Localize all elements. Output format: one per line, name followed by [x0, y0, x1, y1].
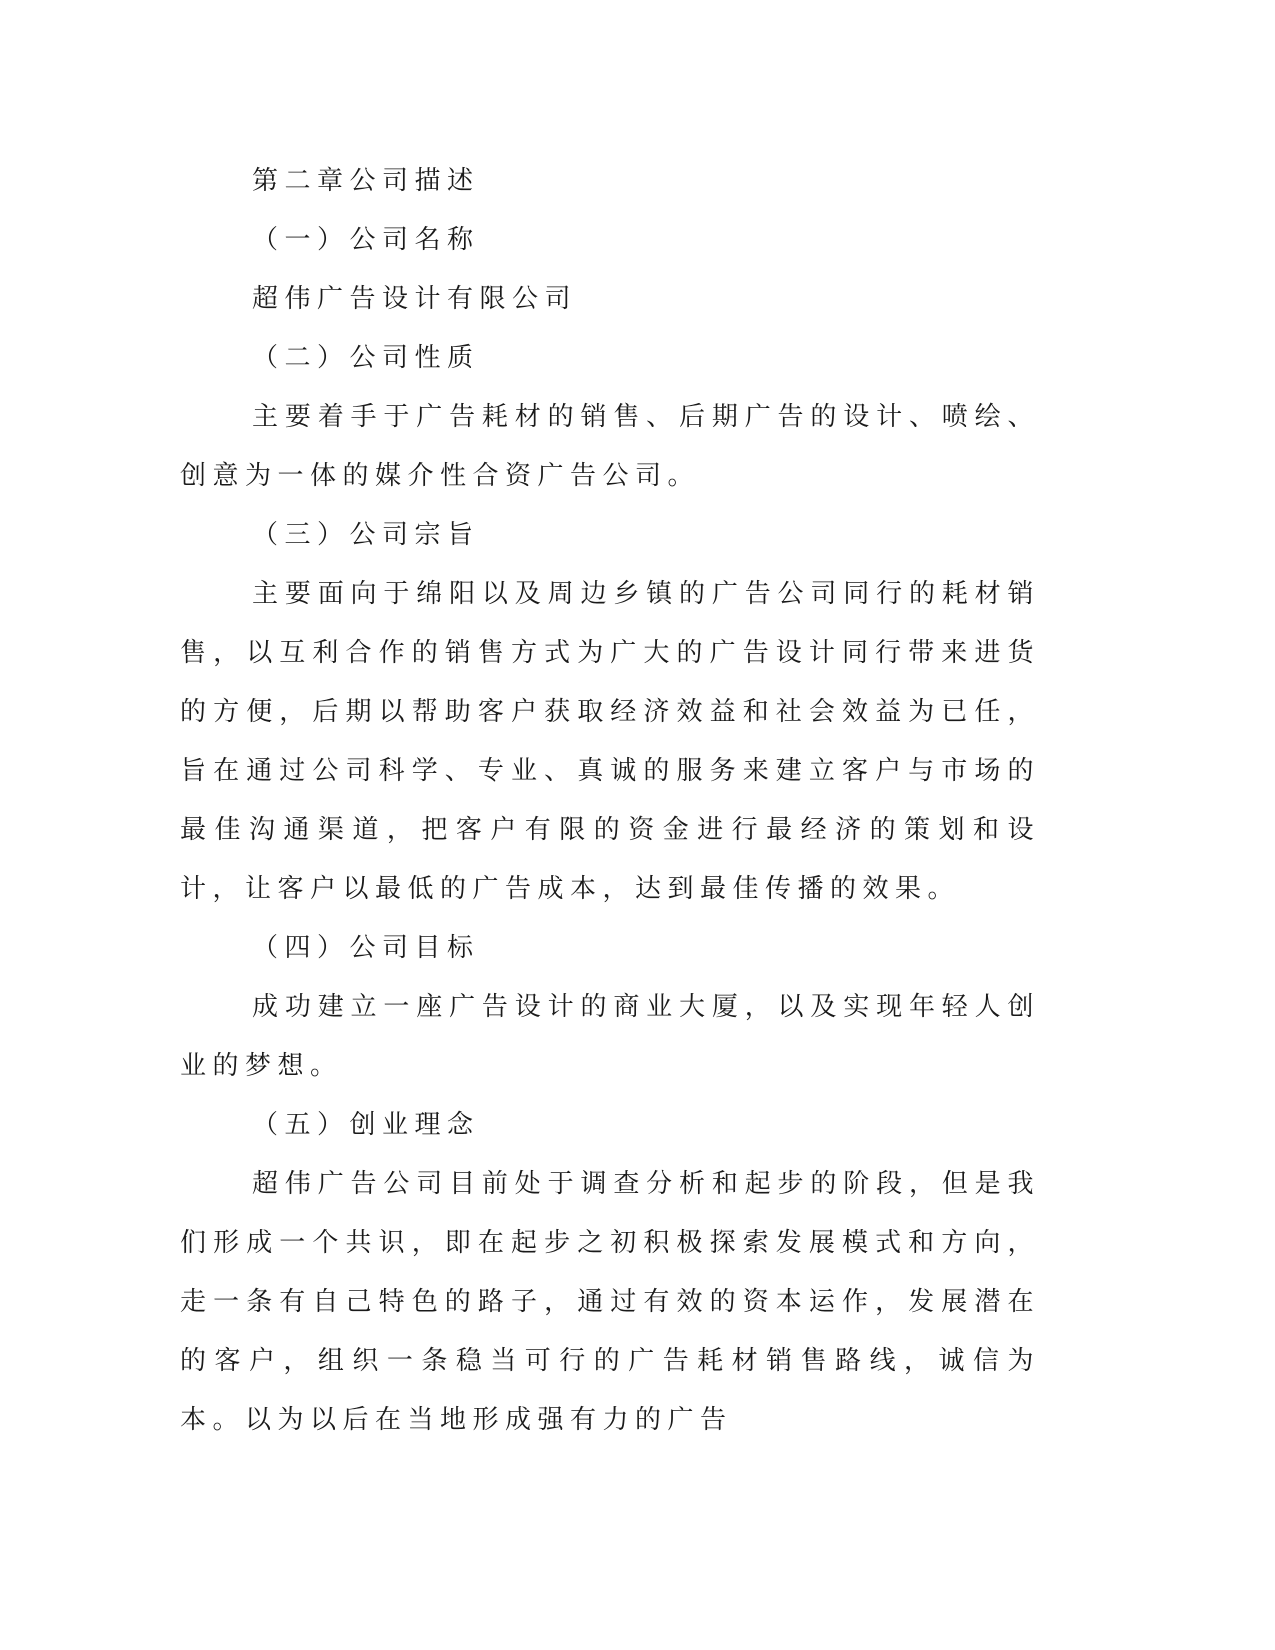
section-heading-company-name: （一）公司名称: [252, 225, 480, 255]
paragraph-company-purpose: 主要面向于绵阳以及周边乡镇的广告公司同行的耗材销售，以互利合作的销售方式为广大的广告设计同行带来进货的方便，后期以帮助客户获取经济效益和社会效益为已任，旨在通过公司科学、专业、真诚的服务来建立客户与市场的最佳沟通渠道，把客户有限的资金进行最经济的策划和设计，让客户以最低的广告成本，达到最佳传播的效果。: [180, 579, 1040, 904]
paragraph-company-name: 超伟广告设计有限公司: [252, 284, 578, 314]
document-body: [180, 152, 1040, 1450]
section-heading-company-nature: （二）公司性质: [252, 343, 480, 373]
section-heading-business-philosophy: （五）创业理念: [252, 1110, 480, 1140]
paragraph-company-nature: 主要着手于广告耗材的销售、后期广告的设计、喷绘、创意为一体的媒介性合资广告公司。: [180, 402, 1040, 491]
section-heading-company-purpose: （三）公司宗旨: [252, 520, 480, 550]
section-heading-company-goal: （四）公司目标: [252, 933, 480, 963]
paragraph-company-goal: 成功建立一座广告设计的商业大厦，以及实现年轻人创业的梦想。: [180, 992, 1040, 1081]
paragraph-business-philosophy: 超伟广告公司目前处于调查分析和起步的阶段，但是我们形成一个共识，即在起步之初积极探索发展模式和方向，走一条有自己特色的路子，通过有效的资本运作，发展潜在的客户，组织一条稳当可行的广告耗材销售路线，诚信为本。以为以后在当地形成强有力的广告: [180, 1169, 1040, 1435]
chapter-title: 第二章公司描述: [252, 166, 480, 196]
